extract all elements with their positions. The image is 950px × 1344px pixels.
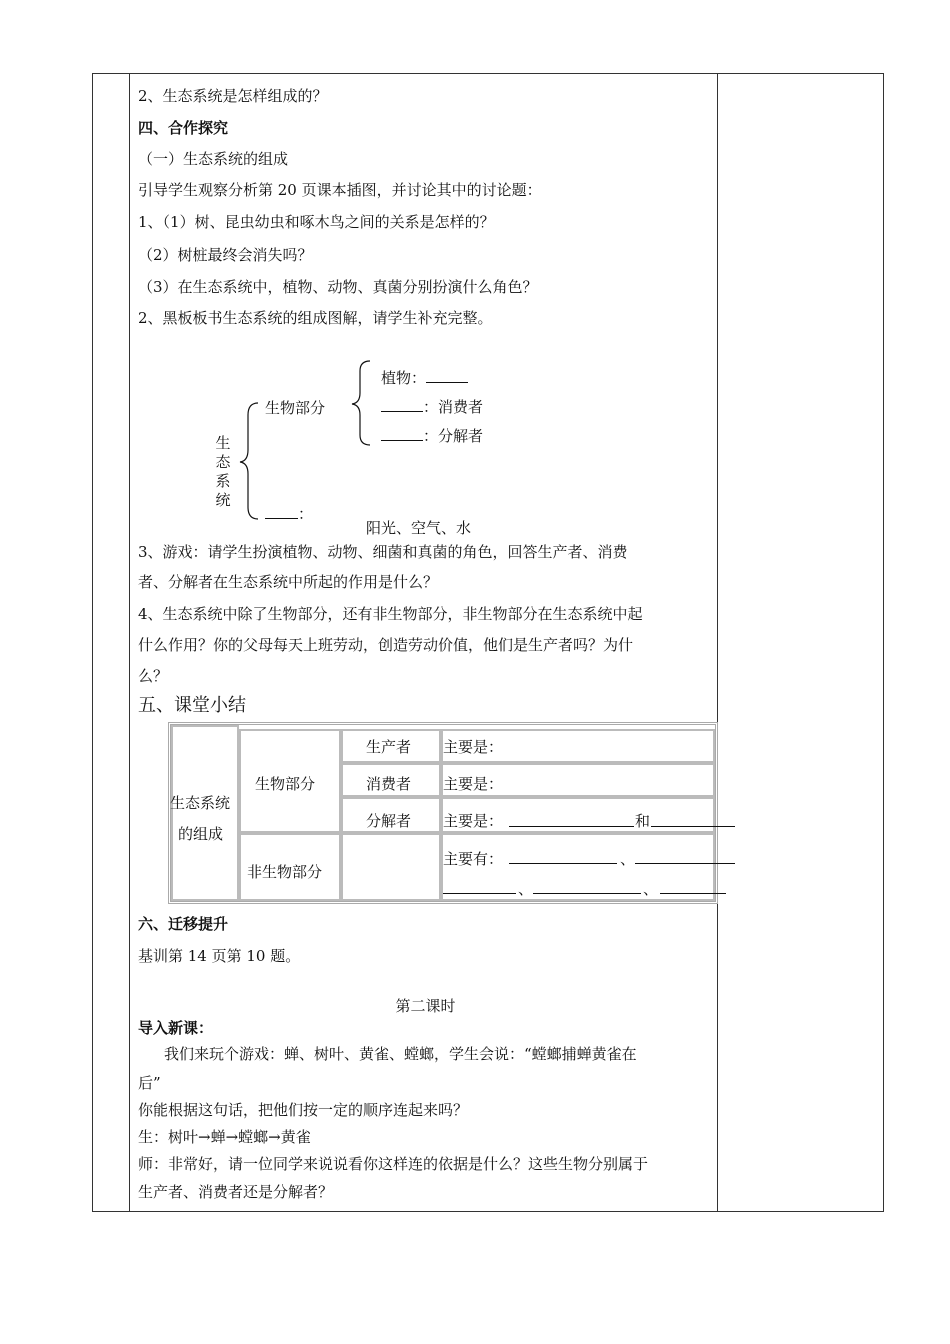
decomposer-mainly-is: 主要是： — [443, 812, 504, 830]
consumer-label: ：消费者 — [423, 398, 484, 416]
nonbio-colon: ： — [298, 505, 314, 523]
table-root-line2: 的组成 — [178, 825, 224, 843]
second-lesson-title: 第二课时 — [395, 997, 456, 1015]
table-producer-label: 生产者 — [366, 738, 412, 756]
nonbio-blank-cell — [341, 833, 441, 901]
nonbio-blank-1 — [509, 863, 617, 864]
game-paragraph-line1: 3、游戏：请学生扮演植物、动物、细菌和真菌的角色，回答生产者、消费 — [138, 543, 628, 561]
game-intro-line2: 后” — [138, 1074, 161, 1092]
question-2: 2、生态系统是怎样组成的？ — [138, 87, 328, 105]
section-6-heading: 六、迁移提升 — [138, 915, 229, 933]
root-char: 统 — [215, 491, 231, 509]
nonbio-blank-3 — [443, 893, 516, 894]
section-4-heading: 四、合作探究 — [138, 119, 229, 137]
exercise-reference: 基训第 14 页第 10 题。 — [138, 947, 301, 965]
bio-part-label: 生物部分 — [265, 399, 326, 417]
diagram-braces — [230, 355, 380, 525]
section-5-heading: 五、课堂小结 — [138, 695, 246, 716]
game-paragraph-line2: 者、分解者在生态系统中所起的作用是什么？ — [138, 573, 439, 591]
table-root-cell — [171, 725, 239, 901]
table-root-line1: 生态系统 — [170, 794, 231, 812]
subsection-1: （一）生态系统的组成 — [138, 150, 289, 168]
nonbio-sep-1: 、 — [620, 850, 636, 868]
consumer-mainly-is: 主要是： — [443, 775, 504, 793]
teacher-reply-line1: 师：非常好，请一位同学来说说看你这样连的依据是什么？这些生物分别属于 — [138, 1155, 649, 1173]
plant-row — [381, 367, 468, 388]
teacher-reply-line2: 生产者、消费者还是分解者？ — [138, 1183, 334, 1201]
producer-mainly-is: 主要是： — [443, 738, 504, 756]
consumer-row — [381, 396, 483, 417]
root-char: 态 — [215, 453, 231, 471]
decomposer-and: 和 — [635, 812, 651, 830]
discussion-q3: （3）在生态系统中，植物、动物、真菌分别扮演什么角色？ — [138, 278, 538, 296]
root-char: 系 — [215, 472, 231, 490]
nonbio-mainly-has: 主要有： — [443, 850, 504, 868]
nonbio-paragraph-line3: 么？ — [138, 667, 169, 685]
left-column-divider — [129, 73, 130, 1212]
nonbio-blank-5 — [660, 893, 726, 894]
game-intro-line1: 我们来玩个游戏：蝉、树叶、黄雀、螳螂，学生会说：“螳螂捕蝉黄雀在 — [164, 1045, 637, 1063]
discussion-q1: 1、（1）树、昆虫幼虫和啄木鸟之间的关系是怎样的？ — [138, 213, 495, 231]
plant-label: 植物： — [381, 369, 427, 387]
consumer-blank — [381, 397, 423, 412]
intro-heading: 导入新课： — [138, 1019, 214, 1037]
blackboard-instruction: 2、黑板板书生态系统的组成图解，请学生补充完整。 — [138, 309, 493, 327]
decomposer-blank-2 — [651, 826, 735, 827]
inner-brace — [352, 361, 370, 445]
nonbio-sep-3: 、 — [643, 880, 659, 898]
outer-brace — [240, 403, 258, 519]
game-question: 你能根据这句话，把他们按一定的顺序连起来吗？ — [138, 1101, 469, 1119]
table-bio-label: 生物部分 — [255, 775, 316, 793]
nonbio-items: 阳光、空气、水 — [366, 519, 472, 537]
nonbio-blank-2 — [635, 863, 735, 864]
nonbio-sep-2: 、 — [518, 880, 534, 898]
decomposer-label: ：分解者 — [423, 427, 484, 445]
nonbio-paragraph-line1: 4、生态系统中除了生物部分，还有非生物部分，非生物部分在生态系统中起 — [138, 605, 643, 623]
plant-blank — [426, 368, 468, 383]
root-char: 生 — [215, 434, 231, 452]
nonbio-paragraph-line2: 什么作用？你的父母每天上班劳动，创造劳动价值，他们是生产者吗？为什 — [138, 636, 634, 654]
table-nonbio-label: 非生物部分 — [247, 863, 323, 881]
nonbio-blank — [265, 504, 298, 519]
guide-paragraph: 引导学生观察分析第 20 页课本插图，并讨论其中的讨论题： — [138, 181, 542, 199]
right-column-divider — [717, 73, 718, 1212]
discussion-q2: （2）树桩最终会消失吗？ — [138, 246, 313, 264]
decomposer-blank-1 — [509, 826, 634, 827]
student-answer: 生：树叶→蝉→螳螂→黄雀 — [138, 1128, 311, 1146]
nonbio-blank-4 — [533, 893, 641, 894]
table-consumer-label: 消费者 — [366, 775, 412, 793]
decomposer-blank — [381, 426, 423, 441]
nonbio-row — [265, 503, 313, 524]
decomposer-row — [381, 425, 483, 446]
table-decomposer-label: 分解者 — [366, 812, 412, 830]
